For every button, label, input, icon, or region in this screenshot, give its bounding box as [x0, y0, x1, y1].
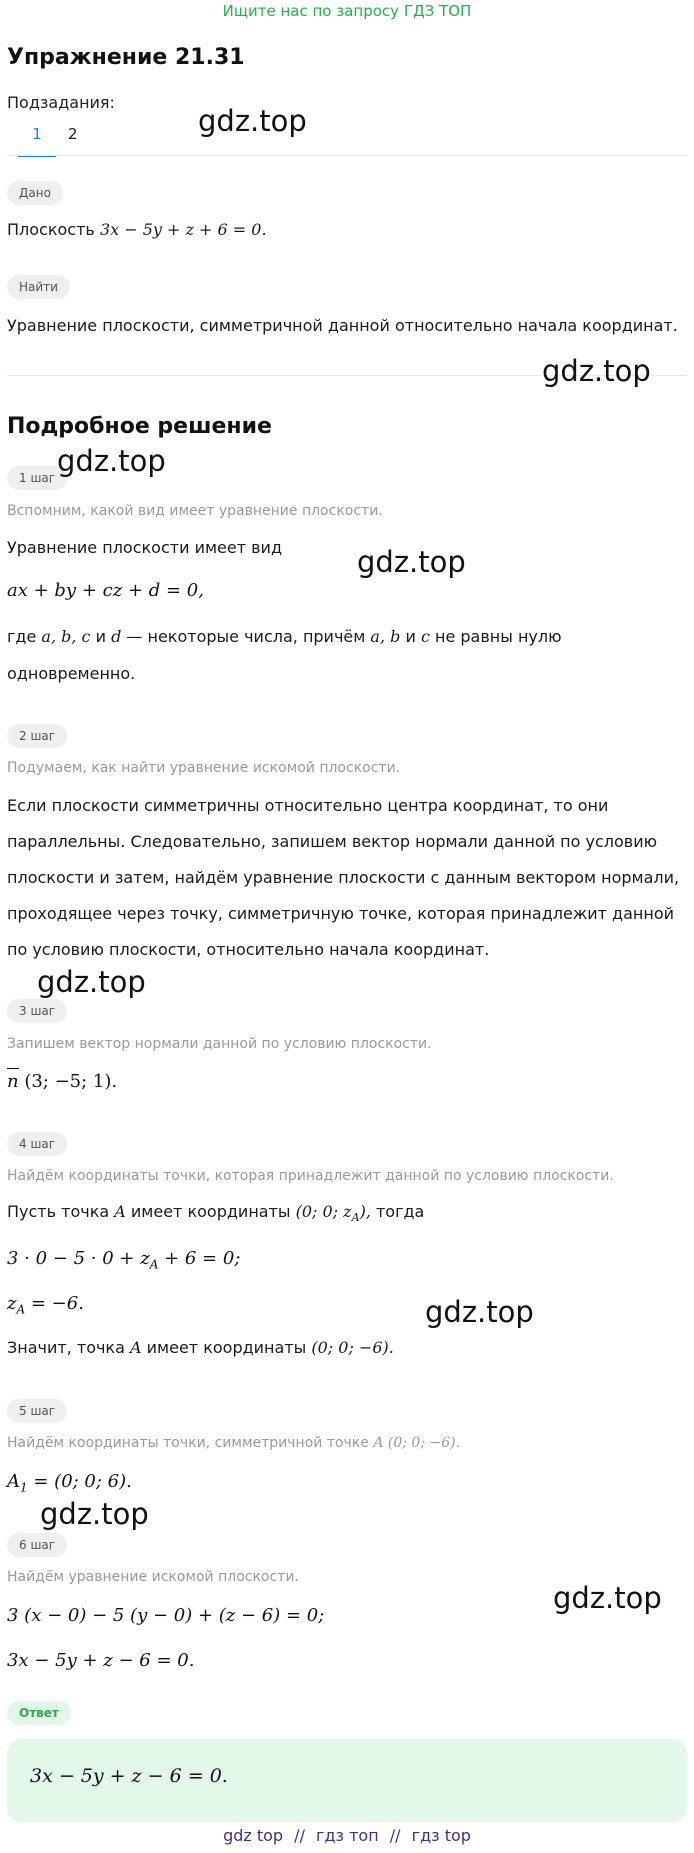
- watermark: gdz.top: [37, 965, 146, 999]
- step-4-hint: Найдём координаты точки, которая принадлежит данной по условию плоскости.: [7, 1168, 614, 1184]
- footer-links: [0, 1826, 694, 1845]
- solution-title: Подробное решение: [7, 414, 272, 439]
- step-6-formula: 3 (x − 0) − 5 (y − 0) + (z − 6) = 0;: [7, 1605, 325, 1626]
- step-1-line: Уравнение плоскости имеет вид: [7, 538, 283, 557]
- step-4-chip: 4 шаг: [7, 1132, 67, 1156]
- step-6-chip: 6 шаг: [7, 1533, 67, 1557]
- step-2-line: проходящее через точку, симметричную точке, которая принадлежит данной: [7, 904, 675, 923]
- step-4-formula: $3 \cdot 0 - 5 \cdot 0 + z_A + 6 = 0$;: [7, 1248, 241, 1272]
- step-2-line: параллельны. Следовательно, запишем вектор нормали данной по условию: [7, 832, 658, 851]
- step-5-chip: 5 шаг: [7, 1399, 67, 1423]
- step-6-formula: 3x − 5y + z − 6 = 0.: [7, 1650, 195, 1671]
- step-2-line: Если плоскости симметричны относительно центра координат, то они: [7, 796, 609, 815]
- find-text: Уравнение плоскости, симметричной данной относительно начала координат.: [7, 316, 678, 335]
- step-3-chip: 3 шаг: [7, 999, 67, 1023]
- footer-separator: //: [389, 1826, 401, 1845]
- given-chip: Дано: [7, 181, 63, 205]
- page-title: Упражнение 21.31: [7, 45, 245, 70]
- step-1-line: одновременно.: [7, 664, 136, 683]
- step-4-formula: $z_A = -6$.: [7, 1293, 84, 1317]
- watermark: gdz.top: [57, 444, 166, 478]
- normal-vector: n (3; −5; 1).: [7, 1071, 118, 1092]
- step-1-line: где a, b, c и d — некоторые числа, причём a, b и c не равны нулю: [7, 627, 562, 646]
- step-2-hint: Подумаем, как найти уравнение искомой плоскости.: [7, 760, 401, 776]
- tab-subtask-1[interactable]: 1: [18, 125, 56, 157]
- footer-link[interactable]: гдз top: [411, 1826, 471, 1845]
- subtasks-label: Подзадания:: [7, 93, 115, 112]
- step-2-line: по условию плоскости, относительно начала координат.: [7, 940, 490, 959]
- watermark: gdz.top: [40, 1497, 149, 1531]
- step-6-hint: Найдём уравнение искомой плоскости.: [7, 1569, 299, 1585]
- answer-formula: 3x − 5y + z − 6 = 0.: [30, 1765, 228, 1787]
- footer-separator: //: [294, 1826, 305, 1845]
- step-4-line: Значит, точка A имеет координаты (0; 0; −6).: [7, 1338, 394, 1357]
- watermark: gdz.top: [198, 104, 307, 138]
- watermark: gdz.top: [357, 545, 466, 579]
- footer-link[interactable]: gdz top: [223, 1826, 284, 1845]
- step-2-chip: 2 шаг: [7, 724, 67, 748]
- step-3-hint: Запишем вектор нормали данной по условию плоскости.: [7, 1036, 432, 1052]
- find-chip: Найти: [7, 275, 70, 299]
- step-5-hint: Найдём координаты точки, симметричной точке A (0; 0; −6).: [7, 1435, 461, 1451]
- watermark: gdz.top: [542, 354, 651, 388]
- step-4-line: Пусть точка A имеет координаты (0; 0; $z_A$), тогда: [7, 1202, 425, 1225]
- step-1-formula: ax + by + cz + d = 0,: [7, 580, 204, 601]
- step-1-chip: 1 шаг: [7, 466, 67, 490]
- step-1-hint: Вспомним, какой вид имеет уравнение плоскости.: [7, 503, 383, 519]
- watermark: gdz.top: [553, 1581, 662, 1615]
- tab-subtask-2[interactable]: 2: [68, 125, 78, 143]
- given-text: Плоскость 3x − 5y + z + 6 = 0.: [7, 220, 267, 239]
- search-banner[interactable]: Ищите нас по запросу ГДЗ ТОП: [222, 2, 472, 20]
- divider: [7, 155, 687, 156]
- answer-chip: Ответ: [7, 1701, 71, 1725]
- watermark: gdz.top: [425, 1295, 534, 1329]
- step-5-formula: $A_1 = (0$; 0; 6).: [7, 1471, 132, 1495]
- step-2-line: плоскости и затем, найдём уравнение плоскости с данным вектором нормали,: [7, 868, 680, 887]
- footer-link[interactable]: гдз топ: [316, 1826, 379, 1845]
